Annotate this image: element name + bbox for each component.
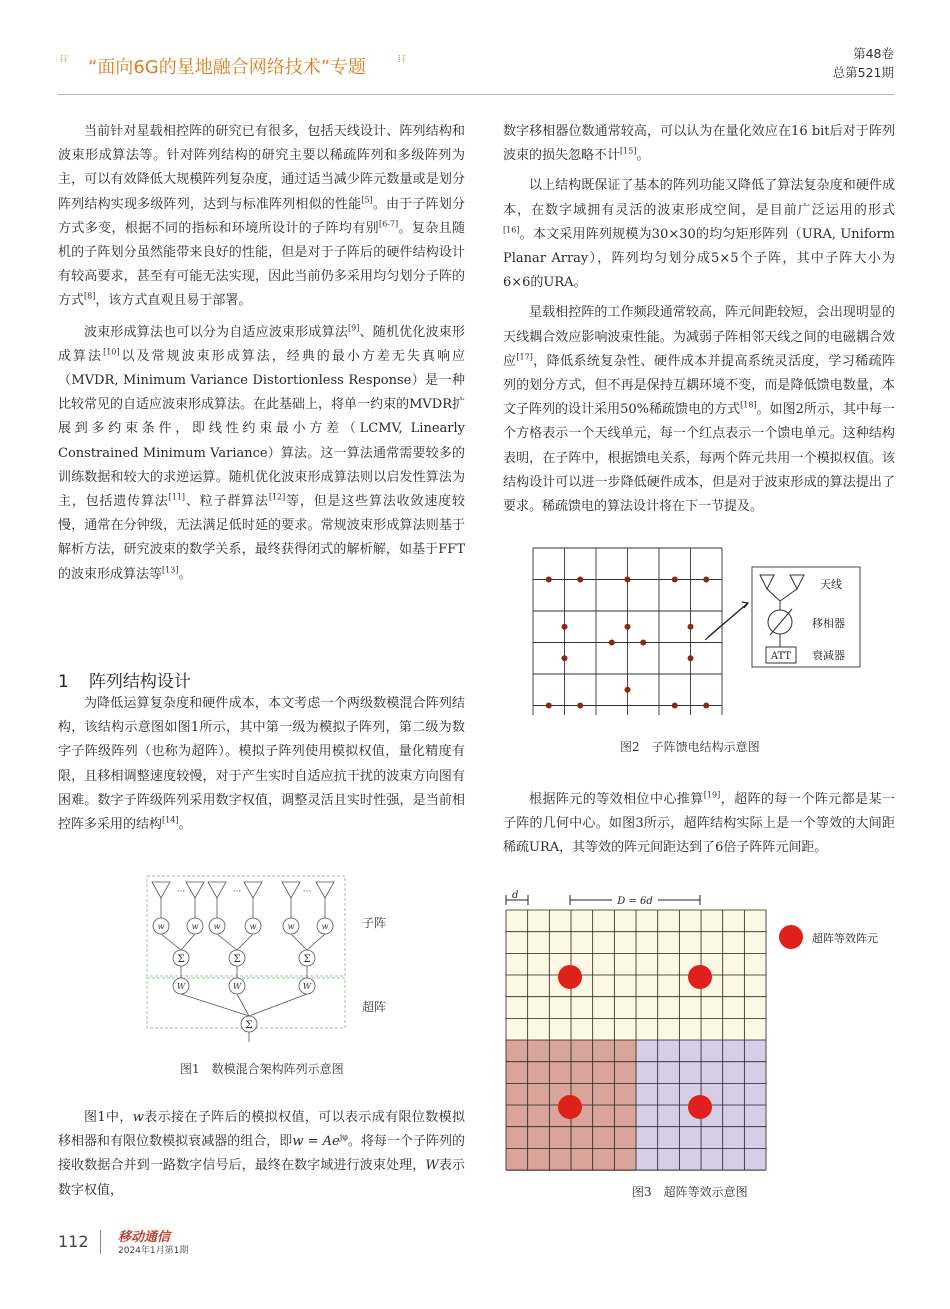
figure-2-caption: 图2 子阵馈电结构示意图 — [620, 740, 760, 754]
svg-text:w: w — [321, 922, 329, 931]
section-heading: 阵列结构设计 — [88, 672, 191, 692]
feed-point — [672, 703, 678, 709]
header-divider — [58, 94, 894, 95]
left-column-middle — [58, 692, 465, 837]
section-number: 1 — [58, 672, 69, 692]
volume: 第48卷 — [853, 46, 894, 61]
issue-total: 总第521期 — [832, 65, 894, 80]
super-element-dot — [688, 1095, 712, 1119]
svg-text:w: w — [191, 922, 199, 931]
legend-label: 超阵等效阵元 — [812, 932, 878, 945]
svg-text:W: W — [232, 982, 242, 991]
label-D: D = 6d — [617, 896, 653, 907]
figure-1-diagram — [145, 874, 350, 1044]
svg-text:Σ: Σ — [245, 1020, 253, 1031]
left-column-top — [58, 120, 465, 587]
footer-divider — [100, 1230, 101, 1254]
svg-text:w: w — [249, 922, 257, 931]
figure-2-diagram — [530, 545, 875, 715]
header-decoration-right: ⁞⁞ — [398, 52, 407, 65]
ellipsis-marker: ··· — [232, 887, 242, 897]
paragraph: 星载相控阵的工作频段通常较高，阵元间距较短，会出现明显的天线耦合效应影响波束性能。为减弱子阵相邻天线之间的电磁耦合效应[17]，降低系统复杂性、硬件成本并提高系统灵活度，学习稀疏阵列的划分方式，但不再是保持互耦环境不变，而是降低馈电数量，本文子阵列的设计采用50%稀疏馈电的方式[18]。如图2所示，其中每一个方格表示一个天线单元，每一个红点表示一个馈电单元。这种结构表明，在子阵中，根据馈电关系，每两个阵元共用一个模拟权值。该结构设计可以进一步降低硬件成本，但是对于波束形成的算法提出了要求。稀疏馈电的算法设计将在下一节提及。 — [503, 305, 895, 515]
svg-text:W: W — [302, 982, 312, 991]
journal-name: 移动通信 — [118, 1230, 171, 1245]
svg-text:Σ: Σ — [303, 954, 311, 965]
legend-dot — [779, 925, 803, 949]
svg-text:W: W — [176, 982, 186, 991]
left-column-bottom — [58, 1106, 465, 1203]
att-label: ATT — [770, 651, 792, 662]
header-decoration-left: ⁞⁞ — [60, 52, 69, 65]
super-element-dot — [688, 965, 712, 989]
svg-text:w: w — [157, 922, 165, 931]
right-column-top — [503, 120, 895, 519]
fig1-label-superarray: 超阵 — [362, 1000, 387, 1014]
label-attenuator: 衰减器 — [812, 649, 845, 662]
figure-1-caption: 图1 数模混合架构阵列示意图 — [180, 1062, 344, 1076]
feed-point — [562, 624, 568, 630]
label-d: d — [512, 890, 519, 901]
paragraph: 图1中，w表示接在子阵后的模拟权值，可以表示成有限位数模拟移相器和有限位数模拟衰减器的组合，即$w = Ae^{j\varphi}$。将每一个子阵列的接收数据合并到一路数字信号后，最终在数字域进行波束处理，W表示数字权值， — [58, 1110, 465, 1198]
feed-point — [703, 577, 709, 583]
feed-point — [688, 624, 694, 630]
ellipsis-marker: ··· — [176, 887, 186, 897]
figure-3-diagram — [500, 890, 900, 1180]
antenna-icon — [208, 882, 226, 898]
paragraph: 为降低运算复杂度和硬件成本，本文考虑一个两级数模混合阵列结构，该结构示意图如图1所示，其中第一级为模拟子阵列，第二级为数字子阵级阵列（也称为超阵）。模拟子阵列使用模拟权值，量化精度有限，且移相调整速度较慢，对于产生实时自适应抗干扰的波束方向图有困难。数字子阵级阵列采用数字权值，调整灵活且实时性强，是当前相控阵多采用的结构[14]。 — [58, 696, 465, 833]
antenna-icon — [282, 882, 300, 898]
svg-text:w: w — [287, 922, 295, 931]
feed-point — [640, 640, 646, 646]
feed-point — [625, 624, 631, 630]
paragraph: 数字移相器位数通常较高，可以认为在量化效应在16 bit后对于阵列波束的损失忽略不计[15]。 — [503, 124, 895, 164]
feed-point — [562, 655, 568, 661]
feed-point — [577, 577, 583, 583]
svg-text:Σ: Σ — [177, 954, 185, 965]
paragraph: 当前针对星载相控阵的研究已有很多，包括天线设计、阵列结构和波束形成算法等。针对阵列结构的研究主要以稀疏阵列和多级阵列为主，可以有效降低大规模阵列复杂度，通过适当减少阵元数量或是划分阵列结构实现多级阵列，达到与标准阵列相似的性能[5]。由于子阵划分方式多变，根据不同的指标和环境所设计的子阵均有别[6-7]。复杂且随机的子阵划分虽然能带来良好的性能，但是对于子阵后的硬件结构设计有较高要求，甚至有可能无法实现，因此当前仍多采用均匀划分子阵的方式[8]，该方式直观且易于部署。 — [58, 124, 465, 309]
paragraph: 波束形成算法也可以分为自适应波束形成算法[9]、随机优化波束形成算法[10]以及常规波束形成算法，经典的最小方差无失真响应（MVDR, Minimum Variance Distortionless Response）是一种比较常见的自适应波束形成算法。在此基础上，将单一约束的MVDR扩展到多约束条件，即线性约束最小方差（LCMV, Linearly Constrained Minimum Variance）算法。这一算法通常需要较多的训练数据和较大的求逆运算。随机优化波束形成算法则以启发性算法为主，包括遗传算法[11]、粒子群算法[12]等，但是这些算法收敛速度较慢，通常在分钟级，无法满足低时延的要求。常规波束形成算法则基于解析方法，研究波束的数学关系，最终获得闭式的解析解，如基于FFT的波束形成算法等[13]。 — [58, 323, 465, 582]
svg-text:Σ: Σ — [233, 954, 241, 965]
antenna-icon — [152, 882, 170, 898]
paragraph: 以上结构既保证了基本的阵列功能又降低了算法复杂度和硬件成本，在数字域拥有灵活的波束形成空间，是目前广泛运用的形式[16]。本文采用阵列规模为30×30的均匀矩形阵列（URA, Uniform Planar Array），阵列均匀划分成5×5个子阵，其中子阵大小为6×6的URA。 — [503, 178, 895, 291]
fig1-label-subarray: 子阵 — [362, 916, 387, 930]
antenna-icon — [186, 882, 204, 898]
feed-point — [546, 703, 552, 709]
feed-point — [609, 640, 615, 646]
figure-3-caption: 图3 超阵等效示意图 — [632, 1185, 748, 1199]
paragraph: 根据阵元的等效相位中心推算[19]，超阵的每一个阵元都是某一子阵的几何中心。如图3所示，超阵结构实际上是一个等效的大间距稀疏URA，其等效的阵元间距达到了6倍子阵阵元间距。 — [503, 790, 895, 856]
issue-date: 2024年1月第1期 — [118, 1246, 189, 1256]
page-number: 112 — [58, 1232, 89, 1251]
label-antenna: 天线 — [820, 578, 842, 591]
feed-point — [625, 577, 631, 583]
feed-point — [577, 703, 583, 709]
label-phase-shifter: 移相器 — [812, 617, 845, 630]
section-title — [58, 667, 191, 692]
antenna-icon — [760, 575, 774, 589]
right-column-middle — [503, 788, 895, 861]
feed-point — [672, 577, 678, 583]
antenna-icon — [316, 882, 334, 898]
antenna-icon — [790, 575, 804, 589]
super-element-dot — [558, 1095, 582, 1119]
super-element-dot — [558, 965, 582, 989]
feed-point — [546, 577, 552, 583]
ellipsis-marker: ··· — [302, 887, 312, 897]
feed-point — [688, 655, 694, 661]
feed-point — [625, 687, 631, 693]
antenna-icon — [244, 882, 262, 898]
feed-point — [703, 703, 709, 709]
header-issue — [833, 44, 894, 82]
header-title: “面向6G的星地融合网络技术”专题 — [88, 57, 367, 78]
svg-text:w: w — [213, 922, 221, 931]
